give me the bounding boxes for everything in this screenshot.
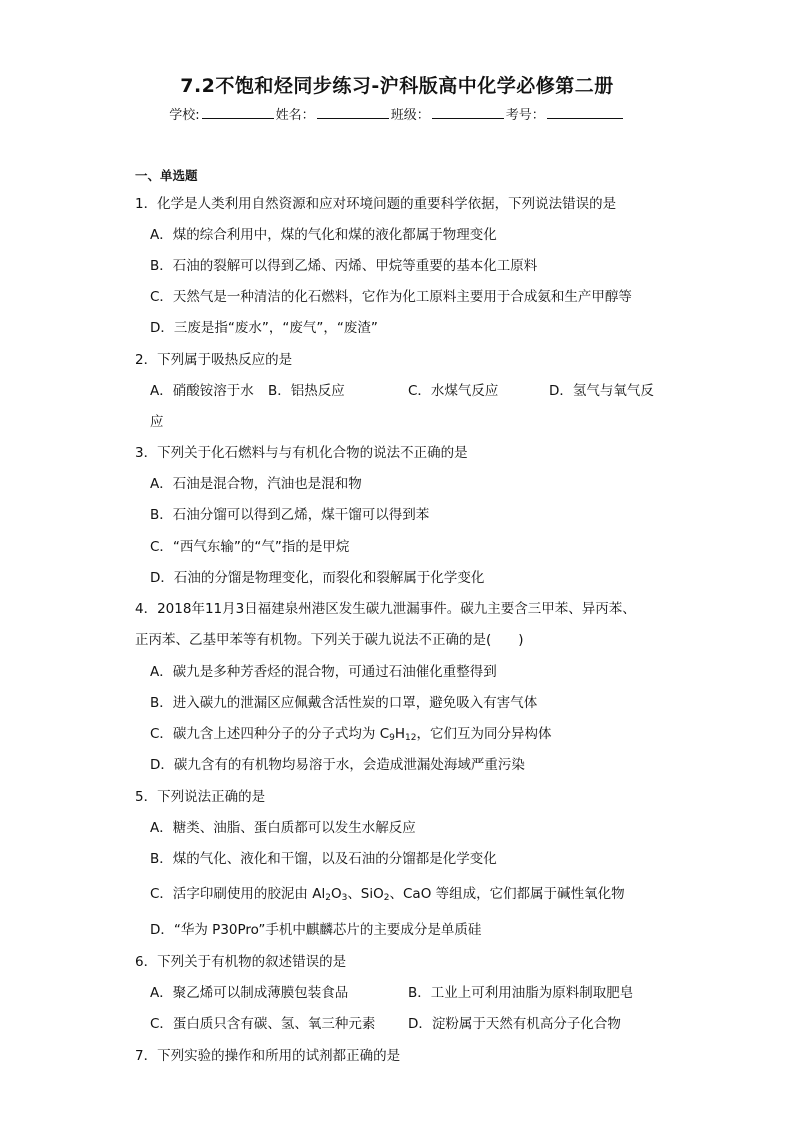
q5-c-text-o: O xyxy=(330,886,342,902)
q5-c-text-post: 、CaO 等组成，它们都属于碱性氧化物 xyxy=(389,886,625,902)
q3-option-a: A．石油是混合物，汽油也是混和物 xyxy=(150,476,362,492)
q4-c-sub-9: 9 xyxy=(389,733,395,743)
q3-option-b: B．石油分馏可以得到乙烯，煤干馏可以得到苯 xyxy=(150,507,430,523)
q5-option-b: B．煤的气化、液化和干馏，以及石油的分馏都是化学变化 xyxy=(150,851,497,867)
q5-option-a: A．糖类、油脂、蛋白质都可以发生水解反应 xyxy=(150,820,416,836)
q2-stem: 2．下列属于吸热反应的是 xyxy=(135,352,293,368)
q1-option-b: B．石油的裂解可以得到乙烯、丙烯、甲烷等重要的基本化工原料 xyxy=(150,258,538,274)
q6-option-d: D．淀粉属于天然有机高分子化合物 xyxy=(408,1016,621,1032)
student-info-line xyxy=(0,104,794,123)
q2-option-a: A．硝酸铵溶于水 xyxy=(150,383,254,399)
q4-c-sub-12: 12 xyxy=(405,733,417,743)
q4-stem-line1: 4．2018年11月3日福建泉州港区发生碳九泄漏事件。碳九主要含三甲苯、异丙苯、 xyxy=(135,601,636,617)
q6-option-a: A．聚乙烯可以制成薄膜包装食品 xyxy=(150,985,349,1001)
q2-option-d: D．氢气与氧气反 xyxy=(549,383,654,399)
class-blank xyxy=(432,105,504,119)
q4-c-text-h: H xyxy=(394,726,406,742)
q6-stem: 6．下列关于有机物的叙述错误的是 xyxy=(135,954,347,970)
q2-option-c: C．水煤气反应 xyxy=(408,383,499,399)
q2-option-b: B．铝热反应 xyxy=(268,383,345,399)
q6-option-b: B．工业上可利用油脂为原料制取肥皂 xyxy=(408,985,634,1001)
q4-stem-line2: 正丙苯、乙基甲苯等有机物。下列关于碳九说法不正确的是( ) xyxy=(135,632,524,648)
q4-option-d: D．碳九含有的有机物均易溶于水，会造成泄漏处海域严重污染 xyxy=(150,757,525,773)
q2-option-d-continued: 应 xyxy=(150,414,164,430)
q5-option-c xyxy=(150,882,625,903)
q3-option-c: C．“西气东输”的“气”指的是甲烷 xyxy=(150,539,350,555)
q1-option-a: A．煤的综合利用中，煤的气化和煤的液化都属于物理变化 xyxy=(150,227,497,243)
q4-option-b: B．进入碳九的泄漏区应佩戴含活性炭的口罩，避免吸入有害气体 xyxy=(150,695,538,711)
exam-no-blank xyxy=(547,105,623,119)
q6-option-c: C．蛋白质只含有碳、氢、氧三种元素 xyxy=(150,1016,376,1032)
page-title: 7.2不饱和烃同步练习-沪科版高中化学必修第二册 xyxy=(180,75,614,97)
q4-c-text-post: ，它们互为同分异构体 xyxy=(416,726,552,742)
q5-c-sub-si: 2 xyxy=(383,893,390,903)
q4-c-text-pre: C．碳九含上述四种分子的分子式均为 C xyxy=(150,726,390,742)
q1-stem: 1．化学是人类利用自然资源和应对环境问题的重要科学依据，下列说法错误的是 xyxy=(135,196,617,212)
name-label: 姓名： xyxy=(275,108,315,123)
q5-c-text-pre: C．活字印刷使用的胶泥由 Al xyxy=(150,886,326,902)
q5-c-text-sio: 、SiO xyxy=(347,886,384,902)
school-blank xyxy=(202,105,274,119)
q1-option-c: C．天然气是一种清洁的化石燃料，它作为化工原料主要用于合成氨和生产甲醇等 xyxy=(150,289,632,305)
q5-c-sub-al: 2 xyxy=(325,893,331,903)
school-label: 学校: xyxy=(169,108,200,123)
q4-option-c xyxy=(150,722,552,743)
q3-stem: 3．下列关于化石燃料与与有机化合物的说法不正确的是 xyxy=(135,445,468,461)
name-blank xyxy=(317,105,389,119)
q4-option-a: A．碳九是多种芳香烃的混合物，可通过石油催化重整得到 xyxy=(150,664,497,680)
q1-option-d: D．三废是指“废水”，“废气”，“废渣” xyxy=(150,320,378,336)
class-label: 班级： xyxy=(390,108,430,123)
section-heading: 一、单选题 xyxy=(135,168,198,183)
q7-stem: 7．下列实验的操作和所用的试剂都正确的是 xyxy=(135,1048,401,1064)
exam-no-label: 考号： xyxy=(505,108,545,123)
q3-option-d: D．石油的分馏是物理变化，而裂化和裂解属于化学变化 xyxy=(150,570,485,586)
q5-c-sub-o: 3 xyxy=(341,893,348,903)
q5-option-d: D．“华为 P30Pro”手机中麒麟芯片的主要成分是单质硅 xyxy=(150,922,482,938)
q5-stem: 5．下列说法正确的是 xyxy=(135,789,266,805)
